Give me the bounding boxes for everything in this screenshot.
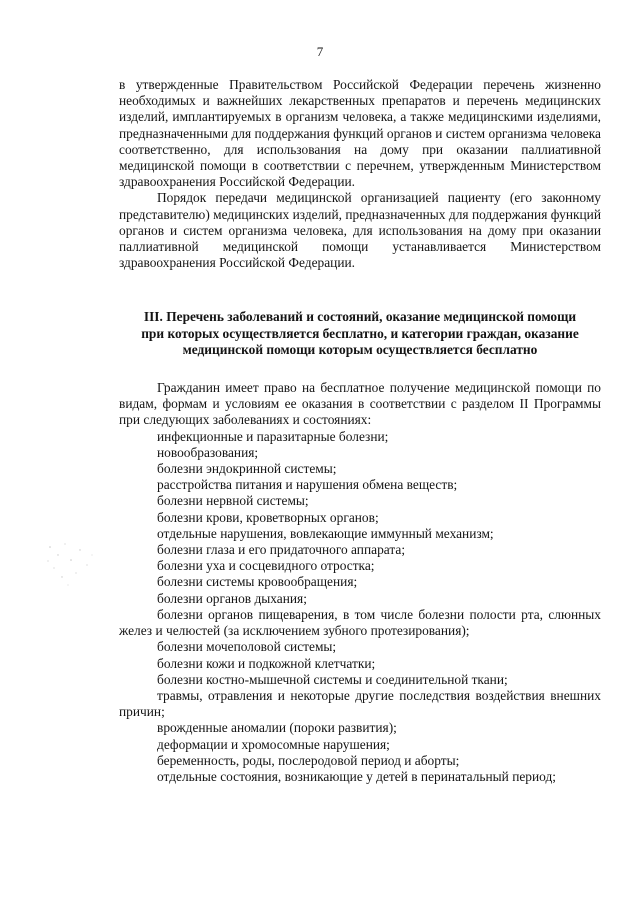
list-item: болезни эндокринной системы;	[157, 461, 337, 477]
list-item: болезни уха и сосцевидного отростка;	[157, 558, 375, 574]
scan-noise-speckle	[40, 535, 120, 595]
paragraph-transfer-order: Порядок передачи медицинской организацией пациенту (его законному представителю) медицинских изделий, предназначенных для поддержания функций органов и систем организма человека, для использования на дому при оказании паллиативной медицинской помощи устанавливается Министерством здравоохранения Российской Федерации.	[119, 190, 601, 271]
list-item: болезни костно-мышечной системы и соединительной ткани;	[157, 671, 508, 687]
section-heading: III. Перечень заболеваний и состояний, оказание медицинской помощи при которых осуществляется бесплатно, и категории граждан, оказание медицинской помощи которым осуществляется бесплатно	[141, 309, 579, 357]
list-item: болезни нервной системы;	[157, 493, 309, 509]
list-item: беременность, роды, послеродовой период и аборты;	[157, 752, 460, 768]
list-item: болезни крови, кроветворных органов;	[157, 509, 379, 525]
list-item: болезни мочеполовой системы;	[157, 639, 337, 655]
list-item: болезни системы кровообращения;	[157, 574, 358, 590]
list-item: новообразования;	[157, 444, 259, 460]
list-item: болезни кожи и подкожной клетчатки;	[157, 655, 376, 671]
list-item: расстройства питания и нарушения обмена веществ;	[157, 477, 458, 493]
section-intro: Гражданин имеет право на бесплатное получение медицинской помощи по видам, формам и условиям ее оказания в соответствии с разделом II Программы при следующих заболеваниях и состояниях:	[119, 380, 601, 428]
list-item: врожденные аномалии (пороки развития);	[157, 720, 397, 736]
list-item: болезни органов дыхания;	[157, 590, 307, 606]
list-item: травмы, отравления и некоторые другие последствия воздействия внешних причин;	[119, 687, 601, 720]
page-number: 7	[316, 44, 324, 59]
list-item: инфекционные и паразитарные болезни;	[157, 428, 389, 444]
document-body	[119, 77, 601, 785]
diseases-list	[119, 429, 601, 785]
paragraph-continuation: в утвержденные Правительством Российской Федерации перечень жизненно необходимых и важнейших лекарственных препаратов и перечень медицинских изделий, имплантируемых в организм человека, а также медицинскими изделиями, предназначенными для поддержания функций органов и систем организма человека соответственно, для использования на дому при оказании паллиативной медицинской помощи в соответствии с перечнем, утвержденным Министерством здравоохранения Российской Федерации.	[119, 77, 601, 190]
list-item: отдельные нарушения, вовлекающие иммунный механизм;	[157, 525, 494, 541]
list-item: болезни органов пищеварения, в том числе болезни полости рта, слюнных желез и челюстей (за исключением зубного протезирования);	[119, 606, 601, 639]
list-item: болезни глаза и его придаточного аппарата;	[157, 542, 406, 558]
list-item: отдельные состояния, возникающие у детей в перинатальный период;	[157, 768, 557, 784]
list-item: деформации и хромосомные нарушения;	[157, 736, 390, 752]
